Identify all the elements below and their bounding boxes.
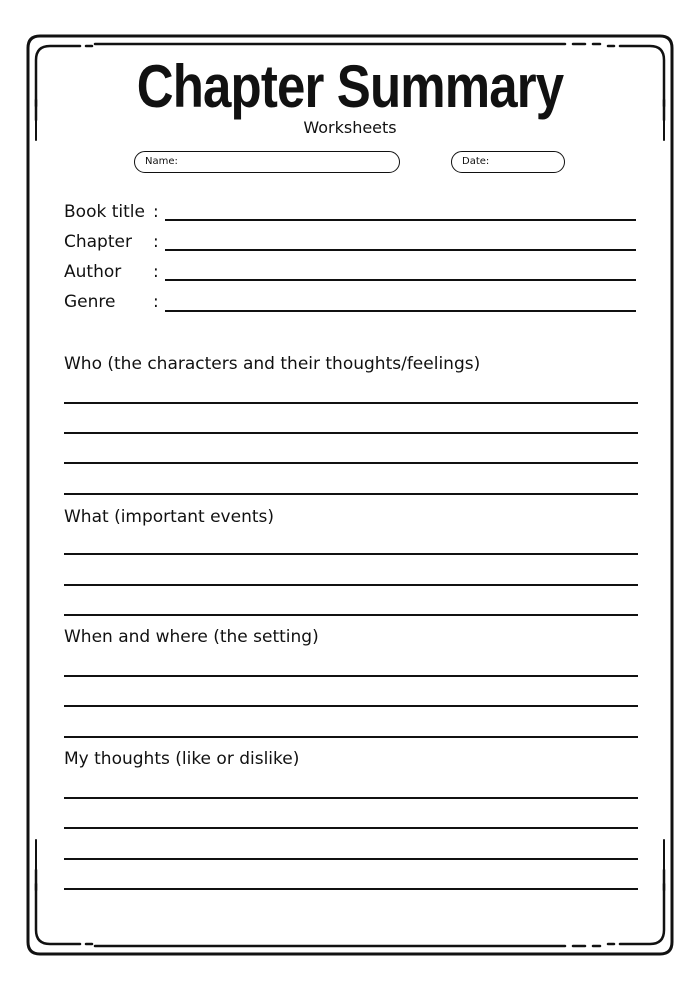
section-title-what: What (important events): [64, 507, 275, 527]
page-title: Chapter Summary: [136, 53, 564, 120]
writing-line[interactable]: [64, 584, 638, 586]
field-colon: :: [153, 292, 159, 312]
name-label: Name:: [145, 156, 178, 167]
date-field[interactable]: [451, 151, 565, 173]
writing-line[interactable]: [64, 553, 638, 555]
writing-line[interactable]: [64, 493, 638, 495]
writing-line[interactable]: [64, 675, 638, 677]
writing-line[interactable]: [64, 888, 638, 890]
writing-line[interactable]: [64, 705, 638, 707]
writing-line[interactable]: [64, 858, 638, 860]
field-colon: :: [153, 232, 159, 252]
genre-line[interactable]: [165, 310, 636, 312]
date-label: Date:: [462, 156, 490, 167]
section-title-who: Who (the characters and their thoughts/feelings): [64, 354, 481, 374]
section-title-my-thoughts: My thoughts (like or dislike): [64, 749, 300, 769]
writing-line[interactable]: [64, 462, 638, 464]
field-label-genre: Genre: [64, 292, 116, 312]
page-subtitle: Worksheets: [303, 118, 397, 137]
field-label-author: Author: [64, 262, 122, 282]
field-colon: :: [153, 202, 159, 222]
writing-line[interactable]: [64, 614, 638, 616]
chapter-line[interactable]: [165, 249, 636, 251]
writing-line[interactable]: [64, 402, 638, 404]
writing-line[interactable]: [64, 432, 638, 434]
writing-line[interactable]: [64, 736, 638, 738]
field-label-book-title: Book title: [64, 202, 145, 222]
writing-line[interactable]: [64, 827, 638, 829]
field-colon: :: [153, 262, 159, 282]
field-label-chapter: Chapter: [64, 232, 132, 252]
book-title-line[interactable]: [165, 219, 636, 221]
section-title-when-where: When and where (the setting): [64, 627, 319, 647]
name-field[interactable]: [134, 151, 400, 173]
writing-line[interactable]: [64, 797, 638, 799]
author-line[interactable]: [165, 279, 636, 281]
